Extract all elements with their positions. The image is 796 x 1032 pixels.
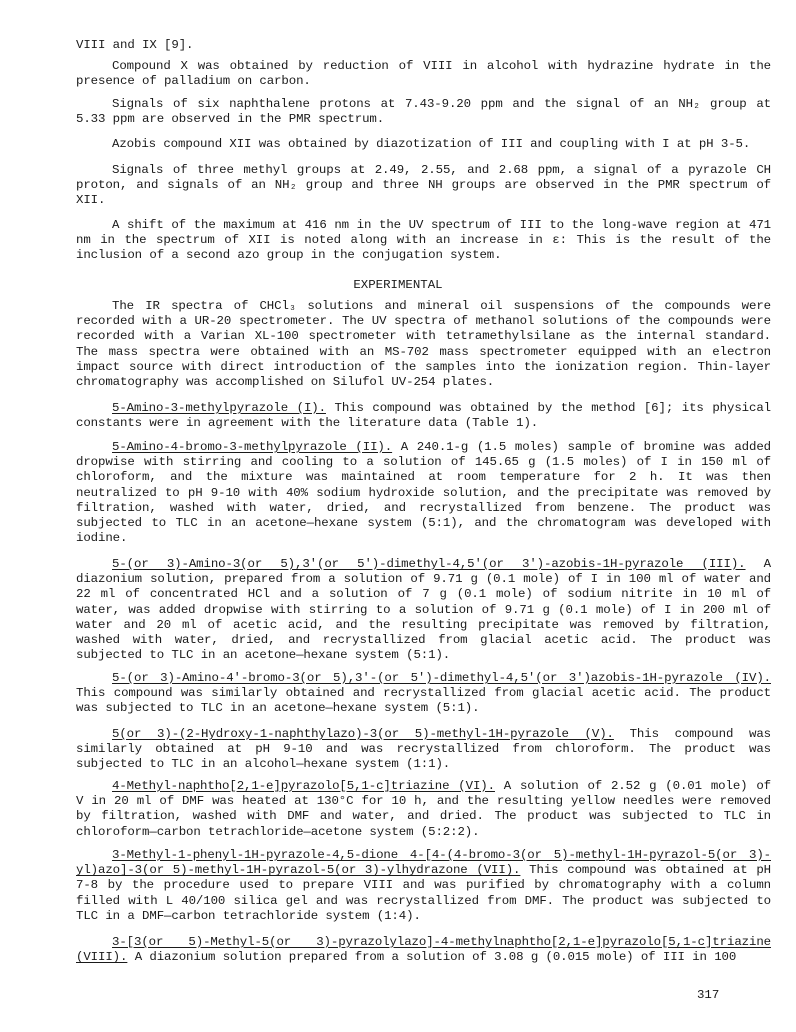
paragraph-compound-ii xyxy=(76,440,771,546)
compound-heading: 5(or 3)-(2-Hydroxy-1-naphthylazo)-3(or 5)-methyl-1H-pyrazole (V). xyxy=(112,727,614,741)
paragraph-text: This compound was obtained at pH 7-8 by the procedure used to prepare VIII and was purified by chromatography with a column filled with L 40/100 silica gel and was recrystallized from DMF. The product was subjected to TLC in a DMF—carbon tetrachloride system (1:4). xyxy=(76,863,772,923)
compound-heading: 5-(or 3)-Amino-4'-bromo-3(or 5),3'-(or 5')-dimethyl-4,5'(or 3')azobis-1H-pyrazole (IV). xyxy=(112,671,771,685)
compound-heading: 3-Methyl-1-phenyl-1H-pyrazole-4,5-dione 4-[4-(4-bromo-3(or 5)-methyl-1H-pyrazol-5(or 3)-yl)azo]-3(or 5)-methyl-1H-pyrazol-5(or 3)-ylhydrazone (VII). xyxy=(76,848,771,878)
paragraph-uv-shift xyxy=(76,218,771,264)
paragraph-text: This compound was obtained by the method [6]; its physical constants were in agreement with the literature data (Table 1). xyxy=(76,401,771,431)
paragraph-text: A shift of the maximum at 416 nm in the UV spectrum of III to the long-wave region at 471 nm in the spectrum of XII is noted along with an increase in ε: This is the result of the inclusion of a second azo group in the conjugation system. xyxy=(76,218,771,263)
compound-heading: 5-(or 3)-Amino-3(or 5),3'(or 5')-dimethyl-4,5'(or 3')-azobis-1H-pyrazole (III). xyxy=(112,557,746,571)
paragraph-text: A diazonium solution, prepared from a solution of 9.71 g (0.1 mole) of I in 100 ml of water and 22 ml of concentrated HCl and a solution of 7 g (0.1 mole) of sodium nitrite in 10 ml of water, was added dropwise with stirring to a solution of 9.71 g (0.1 mole) of I in 200 ml of water and 20 ml of acetic acid, and the resulting precipitate was removed by filtration, washed with water, dried, and recrystallized from glacial acetic acid. The product was subjected to TLC in an acetone—hexane system (5:1). xyxy=(76,557,772,663)
paragraph-text: A diazonium solution prepared from a solution of 3.08 g (0.015 mole) of III in 100 xyxy=(127,950,737,965)
paragraph-text: VIII and IX [9]. xyxy=(76,38,194,52)
page-number: 317 xyxy=(697,988,720,1002)
paragraph-text: A 240.1-g (1.5 moles) sample of bromine was added dropwise with stirring and cooling to a solution of 145.65 g (1.5 moles) of I in 150 ml of chloroform, and the mixture was maintained at room temperature for 2 h. It was then neutralized to pH 9-10 with 40% sodium hydroxide solution, and the precipitate was removed by filtration, washed with water, dried, and recrystallized from benzene. The product was subjected to TLC in an acetone—hexane system (5:1), and the chromatogram was developed with iodine. xyxy=(76,440,771,546)
paragraph-compound-vi xyxy=(76,779,771,840)
paragraph-instruments xyxy=(76,299,771,390)
paragraph-compound-x xyxy=(76,59,771,89)
paragraph-text: Signals of six naphthalene protons at 7.43-9.20 ppm and the signal of an NH₂ group at 5.33 ppm are observed in the PMR spectrum. xyxy=(76,97,771,127)
paragraph-compound-viii xyxy=(76,935,771,965)
paragraph-naphthalene-signals xyxy=(76,97,771,127)
paragraph-compound-iii xyxy=(76,557,771,663)
paragraph-compound-i xyxy=(76,401,771,431)
compound-heading: 5-Amino-4-bromo-3-methylpyrazole (II). xyxy=(112,440,393,454)
paragraph-compound-v xyxy=(76,727,771,773)
paragraph-text: A solution of 2.52 g (0.01 mole) of V in 20 ml of DMF was heated at 130°C for 10 h, and the resulting yellow needles were removed by filtration, washed with DMF and water, and dried. The product was subjected to TLC in chloroform—carbon tetrachloride—acetone system (5:2:2). xyxy=(76,779,771,839)
paragraph-text: The IR spectra of CHCl₃ solutions and mineral oil suspensions of the compounds were recorded with a UR-20 spectrometer. The UV spectra of methanol solutions of the compounds were recorded with a Varian XL-100 spectrometer with tetramethylsilane as the internal standard. The mass spectra were obtained with an MS-702 mass spectrometer equipped with an electron impact source with direct introduction of the samples into the ionization region. Thin-layer chromatography was accomplished on Silufol UV-254 plates. xyxy=(76,299,771,390)
compound-heading: 4-Methyl-naphtho[2,1-e]pyrazolo[5,1-c]triazine (VI). xyxy=(112,779,495,793)
compound-heading: 3-[3(or 5)-Methyl-5(or 3)-pyrazolylazo]-4-methylnaphtho[2,1-e]pyrazolo[5,1-c]triazine (VIII). xyxy=(76,935,771,965)
paragraph-compound-vii xyxy=(76,848,771,924)
paragraph-text: This compound was similarly obtained at pH 9-10 and was recrystallized from chloroform. The product was subjected to TLC in an alcohol—hexane system (1:1). xyxy=(76,727,771,772)
paragraph-text: This compound was similarly obtained and recrystallized from glacial acetic acid. The product was subjected to TLC in an acetone—hexane system (5:1). xyxy=(76,686,771,716)
paragraph-continuation xyxy=(76,38,771,53)
paragraph-methyl-signals xyxy=(76,163,771,209)
compound-heading: 5-Amino-3-methylpyrazole (I). xyxy=(112,401,326,415)
paragraph-azobis-xii xyxy=(76,137,771,152)
paragraph-text: Compound X was obtained by reduction of VIII in alcohol with hydrazine hydrate in the presence of palladium on carbon. xyxy=(76,59,771,89)
section-heading-experimental: EXPERIMENTAL xyxy=(353,278,443,292)
paragraph-compound-iv xyxy=(76,671,771,717)
paragraph-text: Azobis compound XII was obtained by diazotization of III and coupling with I at pH 3-5. xyxy=(112,137,751,151)
paragraph-text: Signals of three methyl groups at 2.49, 2.55, and 2.68 ppm, a signal of a pyrazole CH proton, and signals of an NH₂ group and three NH groups are observed in the PMR spectrum of XII. xyxy=(76,163,771,208)
